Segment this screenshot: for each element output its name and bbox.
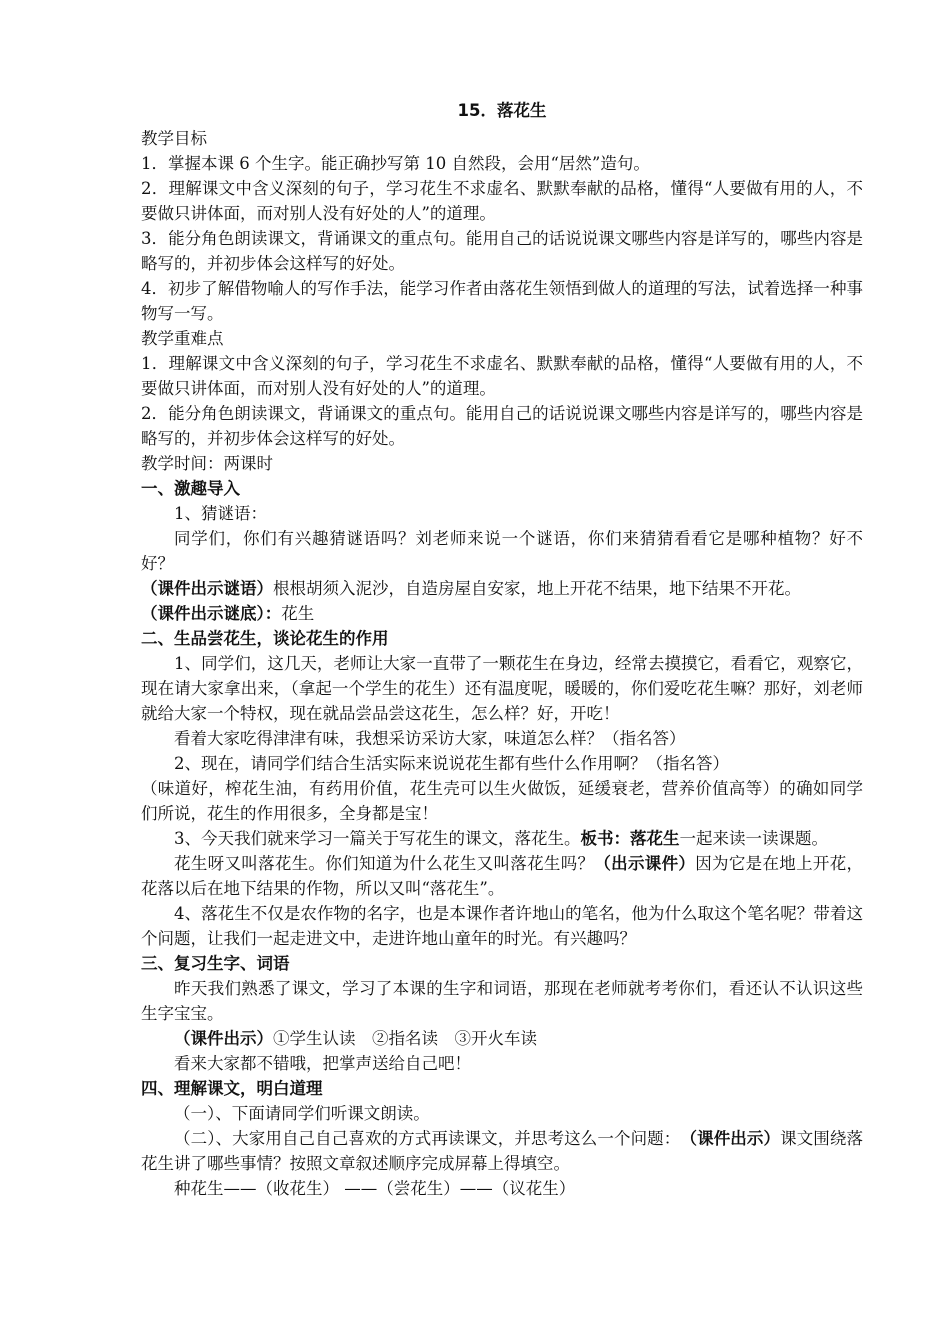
text-run: 花生呀又叫落花生。你们知道为什么花生又叫落花生吗？ <box>174 854 595 873</box>
courseware-note: （出示课件） <box>594 854 696 873</box>
text-run: 课文围绕落花生讲了哪些事情？按照文章叙述顺序完成屏幕上得填空。 <box>141 1129 864 1173</box>
paragraph: 看着大家吃得津津有味，我想采访采访大家，味道怎么样？（指名答） <box>174 729 686 748</box>
document-page <box>141 98 863 1201</box>
objective-item: 3．能分角色朗读课文，背诵课文的重点句。能用自己的话说说课文哪些内容是详写的，哪些内容是略写的，并初步体会这样写的好处。 <box>141 229 863 273</box>
paragraph: 4、落花生不仅是农作物的名字，也是本课作者许地山的笔名，他为什么取这个笔名呢？带着这个问题，让我们一起走进文中，走进许地山童年的时光。有兴趣吗？ <box>141 904 863 948</box>
paragraph: 同学们，你们有兴趣猜谜语吗？刘老师来说一个谜语，你们来猜猜看看它是哪种植物？好不好？ <box>141 529 863 573</box>
text-run: 一起来读一读课题。 <box>679 829 828 848</box>
answer-text: 花生 <box>281 604 315 623</box>
paragraph: （味道好，榨花生油，有药用价值，花生壳可以生火做饭，延缓衰老，营养价值高等）的确如同学们所说，花生的作用很多，全身都是宝！ <box>141 779 863 823</box>
paragraph: 种花生——（收花生） ——（尝花生）——（议花生） <box>174 1179 576 1198</box>
riddle-label: （课件出示谜语） <box>141 579 273 598</box>
riddle-text: 根根胡须入泥沙，自造房屋自安家，地上开花不结果，地下结果不开花。 <box>273 579 801 598</box>
key-point-item: 2．能分角色朗读课文，背诵课文的重点句。能用自己的话说说课文哪些内容是详写的，哪些内容是略写的，并初步体会这样写的好处。 <box>141 404 863 448</box>
courseware-note: （课件出示） <box>174 1029 273 1048</box>
paragraph: 2、现在，请同学们结合生活实际来说说花生都有些什么作用啊？（指名答） <box>174 754 729 773</box>
paragraph <box>141 826 863 851</box>
paragraph <box>141 1126 863 1176</box>
paragraph: （一）、下面请同学们听课文朗读。 <box>174 1104 430 1123</box>
board-note: 板书：落花生 <box>580 829 680 848</box>
objectives-heading: 教学目标 <box>141 129 207 148</box>
paragraph <box>141 1026 863 1051</box>
section-4-heading: 四、理解课文，明白道理 <box>141 1079 323 1098</box>
courseware-note: （课件出示） <box>688 1129 781 1148</box>
paragraph: 1、同学们，这几天，老师让大家一直带了一颗花生在身边，经常去摸摸它，看看它，观察它，现在请大家拿出来，（拿起一个学生的花生）还有温度呢，暖暖的，你们爱吃花生嘛？那好，刘老师就给大家一个特权，现在就品尝品尝这花生，怎么样？好，开吃！ <box>141 654 863 723</box>
paragraph: 1、猜谜语： <box>174 504 267 523</box>
paragraph: 昨天我们熟悉了课文，学习了本课的生字和词语，那现在老师就考考你们，看还认不认识这些生字宝宝。 <box>141 979 863 1023</box>
key-points-heading: 教学重难点 <box>141 329 224 348</box>
teaching-time: 教学时间：两课时 <box>141 454 273 473</box>
objective-item: 2．理解课文中含义深刻的句子，学习花生不求虚名、默默奉献的品格，懂得“人要做有用的人，不要做只讲体面，而对别人没有好处的人”的道理。 <box>141 179 863 223</box>
section-2-heading: 二、生品尝花生，谈论花生的作用 <box>141 629 389 648</box>
section-3-heading: 三、复习生字、词语 <box>141 954 290 973</box>
riddle-paragraph <box>141 576 863 601</box>
text-run: ①学生认读 ②指名读 ③开火车读 <box>273 1029 537 1048</box>
paragraph: 看来大家都不错哦，把掌声送给自己吧！ <box>174 1054 471 1073</box>
answer-label: （课件出示谜底）： <box>141 604 282 623</box>
key-point-item: 1．理解课文中含义深刻的句子，学习花生不求虚名、默默奉献的品格，懂得“人要做有用的人，不要做只讲体面，而对别人没有好处的人”的道理。 <box>141 354 863 398</box>
section-1-heading: 一、激趣导入 <box>141 479 240 498</box>
text-run: 因为它是在地上开花，花落以后在地下结果的作物，所以又叫“落花生”。 <box>141 854 863 898</box>
lesson-title: 15．落花生 <box>457 101 547 120</box>
answer-paragraph <box>141 601 863 626</box>
text-run: 3、今天我们就来学习一篇关于写花生的课文，落花生。 <box>174 829 581 848</box>
objective-item: 1．掌握本课 6 个生字。能正确抄写第 10 自然段，会用“居然”造句。 <box>141 154 650 173</box>
objective-item: 4．初步了解借物喻人的写作手法，能学习作者由落花生领悟到做人的道理的写法，试着选择一种事物写一写。 <box>141 279 863 323</box>
text-run: （二）、大家用自己自己喜欢的方式再读课文，并思考这么一个问题： <box>174 1129 689 1148</box>
paragraph <box>141 851 863 901</box>
